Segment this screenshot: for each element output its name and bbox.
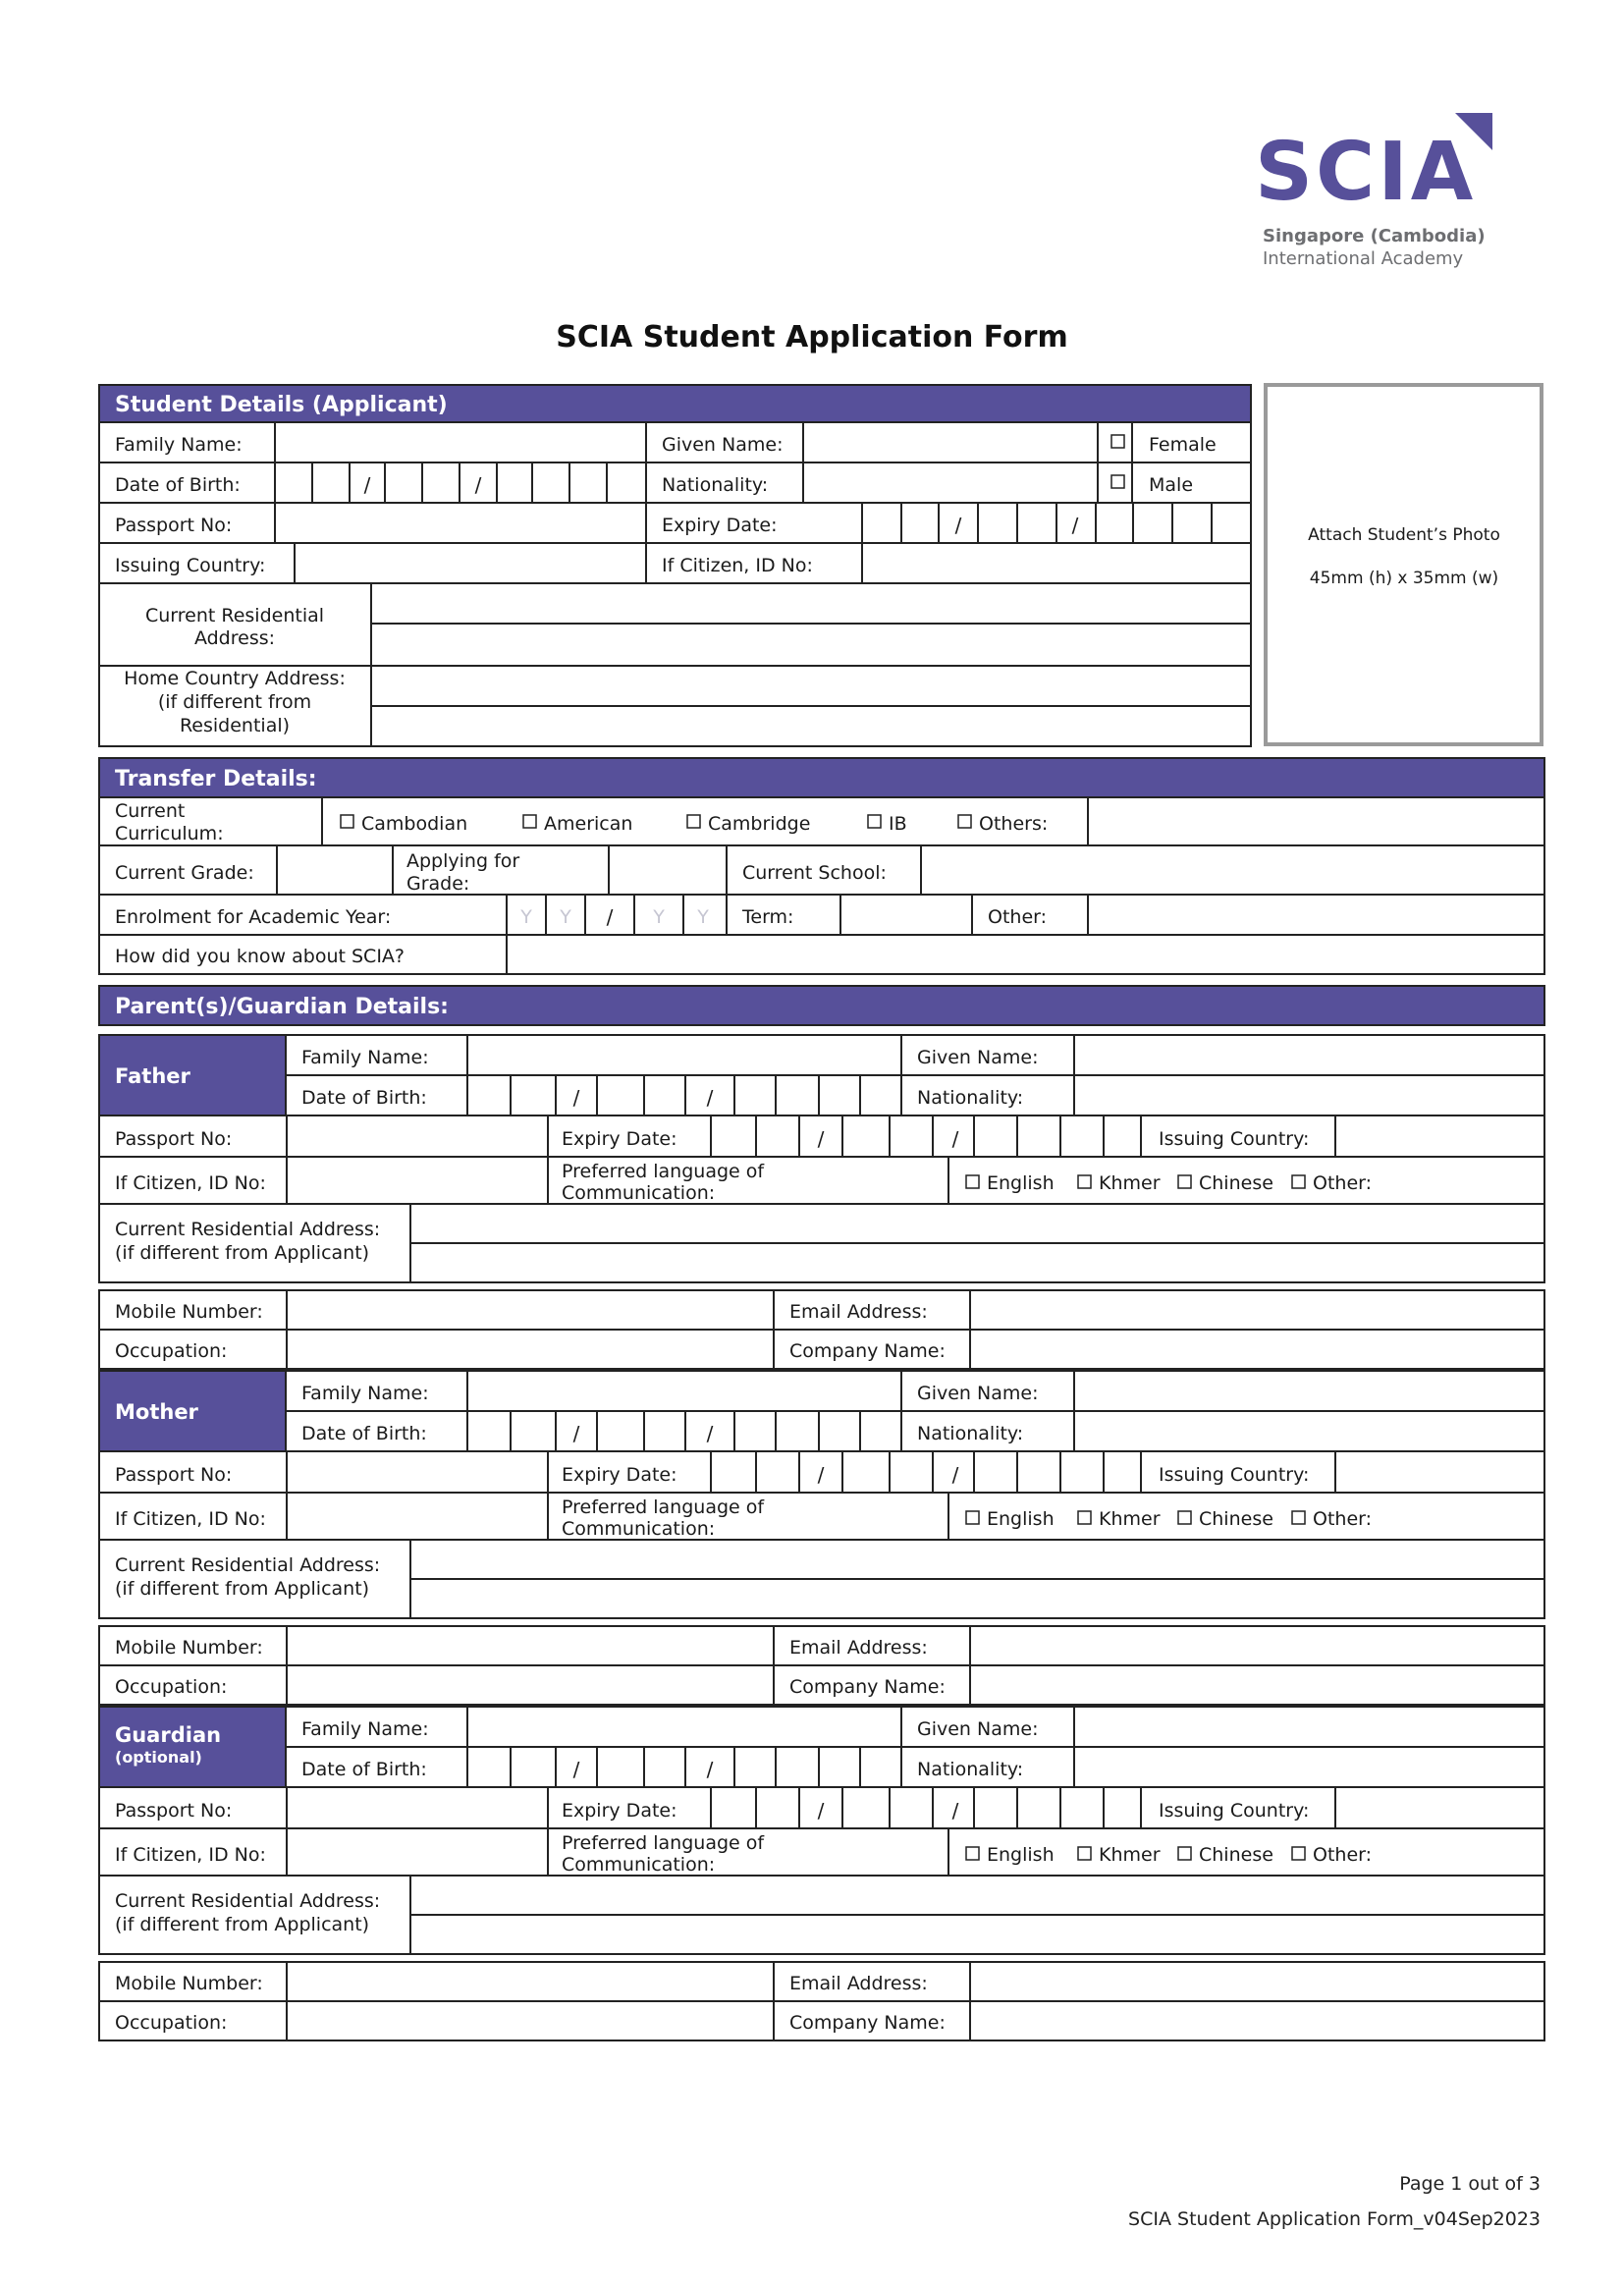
parent-0-checkbox-lang-2[interactable] xyxy=(1178,1175,1191,1188)
label-citizen-id: If Citizen, ID No: xyxy=(115,1844,266,1866)
label-curriculum-option: American xyxy=(544,813,633,835)
field-cell[interactable] xyxy=(860,1075,901,1115)
field-cell[interactable] xyxy=(862,543,1251,583)
field-cell[interactable] xyxy=(1104,1115,1141,1157)
label-curriculum-option: Cambodian xyxy=(361,813,468,835)
label-current-grade: Current Grade: xyxy=(115,862,254,884)
field-cell[interactable] xyxy=(295,543,646,583)
address-line-2[interactable] xyxy=(410,1579,1544,1618)
label-current-address: Current Residential Address: xyxy=(115,1219,381,1240)
label-nationality: Nationality: xyxy=(917,1423,1024,1444)
field-cell[interactable] xyxy=(970,1290,1544,1330)
field-cell[interactable] xyxy=(1104,1787,1141,1828)
transfer-details-header-title: Transfer Details: xyxy=(115,767,317,791)
field-cell[interactable] xyxy=(974,1115,1017,1157)
field-cell[interactable] xyxy=(287,1665,774,1705)
label-passport-no: Passport No: xyxy=(115,515,233,536)
label-company-name: Company Name: xyxy=(789,1676,946,1698)
label-occupation: Occupation: xyxy=(115,1676,228,1698)
field-cell[interactable] xyxy=(532,462,569,503)
label-preferred-language-2: Communication: xyxy=(562,1518,716,1540)
label-date-of-birth: Date of Birth: xyxy=(301,1423,427,1444)
field-cell[interactable] xyxy=(756,1115,799,1157)
label-occupation: Occupation: xyxy=(115,1340,228,1362)
label-given-name: Given Name: xyxy=(917,1718,1039,1740)
label-applying-grade: Applying for xyxy=(406,850,520,872)
field-cell[interactable] xyxy=(711,1451,756,1493)
field-cell[interactable] xyxy=(467,1747,511,1787)
field-cell[interactable] xyxy=(901,503,939,543)
year-placeholder: Y xyxy=(653,906,665,928)
field-cell[interactable] xyxy=(970,1330,1544,1369)
field-cell[interactable] xyxy=(1133,503,1172,543)
field-cell[interactable] xyxy=(890,1451,933,1493)
label-language-option: English xyxy=(987,1172,1055,1194)
field-cell[interactable] xyxy=(287,1493,548,1540)
field-cell[interactable] xyxy=(921,845,1544,895)
date-separator: / xyxy=(706,1758,714,1781)
field-cell[interactable] xyxy=(312,462,350,503)
label-language-option: Chinese xyxy=(1199,1508,1273,1530)
checkbox-curriculum-3[interactable] xyxy=(868,815,881,828)
label-curriculum-option: IB xyxy=(889,813,907,835)
field-cell[interactable] xyxy=(644,1747,685,1787)
parent-2-checkbox-lang-2[interactable] xyxy=(1178,1847,1191,1860)
label-preferred-language-2: Communication: xyxy=(562,1854,716,1876)
label-family-name: Family Name: xyxy=(301,1047,429,1068)
student-details-header-title: Student Details (Applicant) xyxy=(115,393,448,417)
label-nationality: Nationality: xyxy=(917,1759,1024,1780)
date-separator: / xyxy=(951,1799,959,1823)
parent-0-checkbox-lang-0[interactable] xyxy=(966,1175,979,1188)
label-current-address-2: (if different from Applicant) xyxy=(115,1242,370,1264)
field-cell[interactable] xyxy=(970,1626,1544,1665)
field-cell[interactable] xyxy=(275,503,646,543)
address-line-1[interactable] xyxy=(410,1540,1544,1579)
label-company-name: Company Name: xyxy=(789,2012,946,2034)
date-separator: / xyxy=(817,1463,825,1487)
field-cell[interactable] xyxy=(711,1787,756,1828)
label-given-name: Given Name: xyxy=(917,1047,1039,1068)
label-nationality: Nationality: xyxy=(662,474,769,496)
field-cell[interactable] xyxy=(860,1747,901,1787)
label-current-address-2: Address: xyxy=(193,627,276,649)
field-cell[interactable] xyxy=(776,1747,819,1787)
parent-2-title-cell xyxy=(99,1707,286,1787)
field-cell[interactable] xyxy=(1074,1747,1544,1787)
field-cell[interactable] xyxy=(287,1290,774,1330)
field-cell[interactable] xyxy=(803,462,1098,503)
home-address-line-2[interactable] xyxy=(371,706,1251,746)
field-cell[interactable] xyxy=(597,1747,644,1787)
field-cell[interactable] xyxy=(890,1115,933,1157)
field-cell[interactable] xyxy=(644,1075,685,1115)
field-cell[interactable] xyxy=(842,1451,890,1493)
field-cell[interactable] xyxy=(890,1787,933,1828)
field-cell[interactable] xyxy=(1060,1451,1104,1493)
label-language-option: Other: xyxy=(1313,1844,1373,1866)
label-family-name: Family Name: xyxy=(301,1718,429,1740)
address-line-2[interactable] xyxy=(410,1915,1544,1954)
label-family-name: Family Name: xyxy=(115,434,243,456)
field-cell[interactable] xyxy=(467,1411,511,1451)
field-cell[interactable] xyxy=(287,1962,774,2001)
field-cell[interactable] xyxy=(1088,895,1544,935)
label-expiry-date: Expiry Date: xyxy=(562,1128,677,1150)
label-language-option: Chinese xyxy=(1199,1844,1273,1866)
field-cell[interactable] xyxy=(511,1747,556,1787)
label-term-other: Other: xyxy=(988,906,1048,928)
parent-0-checkbox-lang-3[interactable] xyxy=(1292,1175,1305,1188)
label-preferred-language: Preferred language of xyxy=(562,1161,765,1182)
field-cell[interactable] xyxy=(597,1411,644,1451)
label-nationality: Nationality: xyxy=(917,1087,1024,1109)
field-cell[interactable] xyxy=(1074,1411,1544,1451)
label-date-of-birth: Date of Birth: xyxy=(115,474,241,496)
field-cell[interactable] xyxy=(597,1075,644,1115)
logo-wordmark: SCIA xyxy=(1255,126,1477,219)
field-cell[interactable] xyxy=(1104,1451,1141,1493)
field-cell[interactable] xyxy=(277,845,393,895)
field-cell[interactable] xyxy=(819,1747,860,1787)
field-cell[interactable] xyxy=(862,503,901,543)
address-line-2[interactable] xyxy=(410,1243,1544,1282)
label-language-option: Chinese xyxy=(1199,1172,1273,1194)
date-separator: / xyxy=(363,473,371,497)
field-cell[interactable] xyxy=(467,1035,901,1075)
label-language-option: English xyxy=(987,1508,1055,1530)
label-curriculum-2: Curriculum: xyxy=(115,823,224,844)
label-curriculum-option: Cambridge xyxy=(708,813,811,835)
field-cell[interactable] xyxy=(1172,503,1212,543)
field-cell[interactable] xyxy=(511,1075,556,1115)
logo-line-2: International Academy xyxy=(1263,248,1464,269)
home-address-line-1[interactable] xyxy=(371,666,1251,706)
label-date-of-birth: Date of Birth: xyxy=(301,1759,427,1780)
checkbox-curriculum-1[interactable] xyxy=(523,815,536,828)
label-current-address: Current Residential xyxy=(144,605,325,626)
label-language-option: Other: xyxy=(1313,1508,1373,1530)
label-photo: Attach Student’s Photo xyxy=(1308,525,1500,545)
field-cell[interactable] xyxy=(1017,503,1056,543)
field-cell[interactable] xyxy=(756,1787,799,1828)
field-cell[interactable] xyxy=(1017,1115,1060,1157)
address-line-1[interactable] xyxy=(371,583,1251,624)
field-cell[interactable] xyxy=(1074,1371,1544,1411)
label-expiry-date: Expiry Date: xyxy=(562,1800,677,1822)
label-curriculum-option: Others: xyxy=(979,813,1049,835)
label-preferred-language: Preferred language of xyxy=(562,1496,765,1518)
field-cell[interactable] xyxy=(974,1451,1017,1493)
label-preferred-language-2: Communication: xyxy=(562,1182,716,1204)
label-preferred-language: Preferred language of xyxy=(562,1832,765,1854)
page-number: Page 1 out of 3 xyxy=(1399,2173,1541,2195)
field-cell[interactable] xyxy=(970,2001,1544,2040)
label-home-address-2: (if different from xyxy=(157,691,312,713)
field-cell[interactable] xyxy=(840,895,972,935)
field-cell[interactable] xyxy=(507,935,1544,974)
date-separator: / xyxy=(817,1127,825,1151)
label-language-option: Khmer xyxy=(1099,1172,1161,1194)
date-separator: / xyxy=(954,514,962,537)
label-term: Term: xyxy=(742,906,794,928)
field-cell[interactable] xyxy=(287,1787,548,1828)
date-separator: / xyxy=(817,1799,825,1823)
field-cell[interactable] xyxy=(819,1411,860,1451)
field-cell[interactable] xyxy=(497,462,532,503)
field-cell[interactable] xyxy=(756,1451,799,1493)
address-line-2[interactable] xyxy=(371,624,1251,666)
field-cell[interactable] xyxy=(1017,1451,1060,1493)
year-placeholder: Y xyxy=(560,906,571,928)
label-home-address-3: Residential) xyxy=(179,715,291,736)
label-language-option: English xyxy=(987,1844,1055,1866)
field-cell[interactable] xyxy=(609,845,727,895)
date-separator: / xyxy=(951,1463,959,1487)
parent-1-checkbox-lang-0[interactable] xyxy=(966,1511,979,1524)
label-email-address: Email Address: xyxy=(789,1637,928,1659)
field-cell[interactable] xyxy=(974,1787,1017,1828)
label-issuing-country: Issuing Country: xyxy=(1159,1464,1310,1486)
parent-1-checkbox-lang-1[interactable] xyxy=(1078,1511,1091,1524)
field-cell[interactable] xyxy=(287,1330,774,1369)
parent-2-title: Guardian xyxy=(115,1723,222,1747)
label-how-know: How did you know about SCIA? xyxy=(115,946,406,967)
parent-0-checkbox-lang-1[interactable] xyxy=(1078,1175,1091,1188)
field-cell[interactable] xyxy=(842,1115,890,1157)
field-cell[interactable] xyxy=(422,462,460,503)
field-cell[interactable] xyxy=(287,1157,548,1204)
checkbox-curriculum-2[interactable] xyxy=(687,815,700,828)
label-company-name: Company Name: xyxy=(789,1340,946,1362)
field-cell[interactable] xyxy=(803,422,1098,462)
field-cell[interactable] xyxy=(978,503,1017,543)
label-female: Female xyxy=(1149,434,1217,456)
field-cell[interactable] xyxy=(970,1962,1544,2001)
field-cell[interactable] xyxy=(1074,1707,1544,1747)
date-separator: / xyxy=(474,473,482,497)
checkbox-male[interactable] xyxy=(1111,475,1124,488)
label-issuing-country: Issuing Country: xyxy=(115,555,266,576)
field-cell[interactable] xyxy=(1335,1115,1544,1157)
field-cell[interactable] xyxy=(1060,1115,1104,1157)
year-placeholder: Y xyxy=(520,906,532,928)
field-cell[interactable] xyxy=(860,1411,901,1451)
date-separator: / xyxy=(951,1127,959,1151)
field-cell[interactable] xyxy=(734,1411,776,1451)
label-language-option: Khmer xyxy=(1099,1508,1161,1530)
field-cell[interactable] xyxy=(467,1371,901,1411)
label-family-name: Family Name: xyxy=(301,1383,429,1404)
field-cell[interactable] xyxy=(275,462,312,503)
label-expiry-date: Expiry Date: xyxy=(562,1464,677,1486)
field-cell[interactable] xyxy=(1335,1787,1544,1828)
label-current-address: Current Residential Address: xyxy=(115,1890,381,1912)
field-cell[interactable] xyxy=(275,422,646,462)
label-current-address: Current Residential Address: xyxy=(115,1554,381,1576)
field-cell[interactable] xyxy=(467,1707,901,1747)
field-cell[interactable] xyxy=(287,1115,548,1157)
label-language-option: Other: xyxy=(1313,1172,1373,1194)
field-cell[interactable] xyxy=(1335,1451,1544,1493)
label-issuing-country: Issuing Country: xyxy=(1159,1800,1310,1822)
label-citizen-id: If Citizen, ID No: xyxy=(662,555,813,576)
logo-line-1: Singapore (Cambodia) xyxy=(1263,226,1486,246)
field-cell[interactable] xyxy=(511,1411,556,1451)
label-passport-no: Passport No: xyxy=(115,1128,233,1150)
label-photo-size: 45mm (h) x 35mm (w) xyxy=(1309,569,1499,588)
parent-1-checkbox-lang-3[interactable] xyxy=(1292,1511,1305,1524)
label-enrolment-year: Enrolment for Academic Year: xyxy=(115,906,392,928)
label-email-address: Email Address: xyxy=(789,1301,928,1323)
label-curriculum: Current xyxy=(115,800,186,822)
label-mobile-number: Mobile Number: xyxy=(115,1973,263,1994)
field-cell[interactable] xyxy=(842,1787,890,1828)
field-cell[interactable] xyxy=(1017,1787,1060,1828)
field-cell[interactable] xyxy=(607,462,646,503)
field-cell[interactable] xyxy=(970,1665,1544,1705)
field-cell[interactable] xyxy=(287,1828,548,1876)
label-given-name: Given Name: xyxy=(662,434,784,456)
date-separator: / xyxy=(706,1422,714,1445)
checkbox-curriculum-4[interactable] xyxy=(958,815,971,828)
field-cell[interactable] xyxy=(385,462,422,503)
document-version: SCIA Student Application Form_v04Sep2023 xyxy=(1128,2208,1541,2230)
label-occupation: Occupation: xyxy=(115,2012,228,2034)
date-separator: / xyxy=(1071,514,1079,537)
date-separator: / xyxy=(606,905,614,929)
parent-2-checkbox-lang-0[interactable] xyxy=(966,1847,979,1860)
date-separator: / xyxy=(572,1086,580,1110)
parent-2-subtitle: (optional) xyxy=(115,1748,202,1767)
field-cell[interactable] xyxy=(734,1075,776,1115)
field-cell[interactable] xyxy=(1088,797,1544,845)
field-cell[interactable] xyxy=(467,1075,511,1115)
field-cell[interactable] xyxy=(287,1451,548,1493)
label-given-name: Given Name: xyxy=(917,1383,1039,1404)
label-issuing-country: Issuing Country: xyxy=(1159,1128,1310,1150)
parent-1-checkbox-lang-2[interactable] xyxy=(1178,1511,1191,1524)
label-expiry-date: Expiry Date: xyxy=(662,515,778,536)
field-cell[interactable] xyxy=(1096,503,1133,543)
label-mobile-number: Mobile Number: xyxy=(115,1637,263,1659)
field-cell[interactable] xyxy=(1074,1075,1544,1115)
parent-2-checkbox-lang-1[interactable] xyxy=(1078,1847,1091,1860)
photo-box[interactable] xyxy=(1266,385,1542,744)
year-placeholder: Y xyxy=(697,906,709,928)
address-line-1[interactable] xyxy=(410,1204,1544,1243)
parent-2-checkbox-lang-3[interactable] xyxy=(1292,1847,1305,1860)
parent-0-title: Father xyxy=(115,1064,190,1088)
label-current-address-2: (if different from Applicant) xyxy=(115,1578,370,1600)
checkbox-female[interactable] xyxy=(1111,435,1124,448)
label-language-option: Khmer xyxy=(1099,1844,1161,1866)
parents-header-title: Parent(s)/Guardian Details: xyxy=(115,995,449,1019)
checkbox-curriculum-0[interactable] xyxy=(341,815,353,828)
label-passport-no: Passport No: xyxy=(115,1800,233,1822)
field-cell[interactable] xyxy=(1212,503,1251,543)
field-cell[interactable] xyxy=(776,1075,819,1115)
date-separator: / xyxy=(572,1758,580,1781)
field-cell[interactable] xyxy=(1060,1787,1104,1828)
label-applying-grade-2: Grade: xyxy=(406,873,470,895)
page-title: SCIA Student Application Form xyxy=(556,320,1068,354)
field-cell[interactable] xyxy=(569,462,607,503)
field-cell[interactable] xyxy=(819,1075,860,1115)
label-passport-no: Passport No: xyxy=(115,1464,233,1486)
field-cell[interactable] xyxy=(776,1411,819,1451)
field-cell[interactable] xyxy=(711,1115,756,1157)
field-cell[interactable] xyxy=(1074,1035,1544,1075)
label-citizen-id: If Citizen, ID No: xyxy=(115,1508,266,1530)
address-line-1[interactable] xyxy=(410,1876,1544,1915)
field-cell[interactable] xyxy=(734,1747,776,1787)
label-current-school: Current School: xyxy=(742,862,887,884)
label-mobile-number: Mobile Number: xyxy=(115,1301,263,1323)
label-male: Male xyxy=(1149,474,1194,496)
date-separator: / xyxy=(572,1422,580,1445)
date-separator: / xyxy=(706,1086,714,1110)
label-home-address: Home Country Address: xyxy=(124,668,346,689)
parent-1-title: Mother xyxy=(115,1400,198,1424)
label-citizen-id: If Citizen, ID No: xyxy=(115,1172,266,1194)
field-cell[interactable] xyxy=(287,1626,774,1665)
field-cell[interactable] xyxy=(287,2001,774,2040)
label-date-of-birth: Date of Birth: xyxy=(301,1087,427,1109)
label-current-address-2: (if different from Applicant) xyxy=(115,1914,370,1935)
label-email-address: Email Address: xyxy=(789,1973,928,1994)
field-cell[interactable] xyxy=(644,1411,685,1451)
